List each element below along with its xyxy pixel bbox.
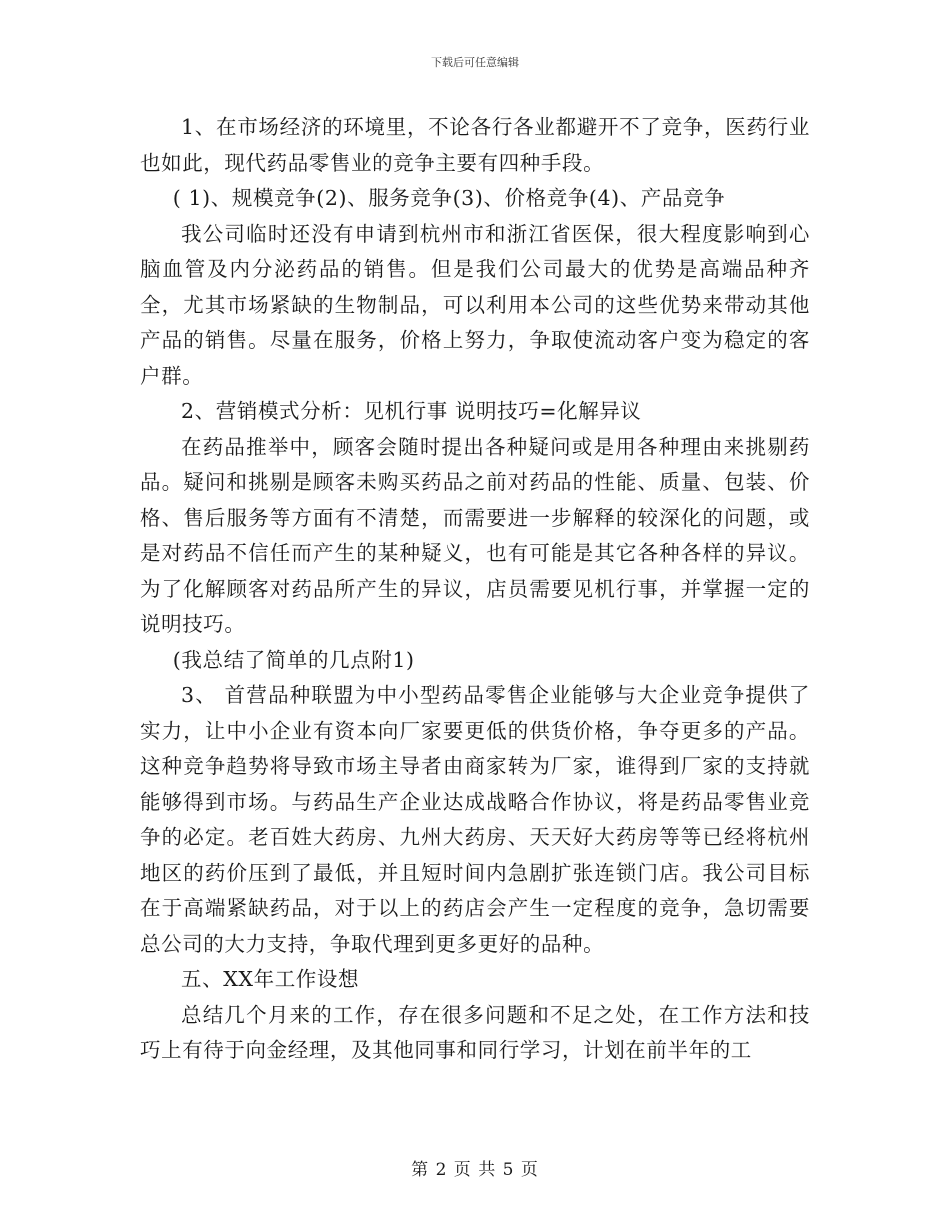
page-number: 第 2 页 共 5 页	[411, 1160, 539, 1180]
paragraph-company-advantage: 我公司临时还没有申请到杭州市和浙江省医保，很大程度影响到心脑血管及内分泌药品的销售。但是我们公司最大的优势是高端品种齐全，尤其市场紧缺的生物制品，可以利用本公司的这些优势来带动其他产品的销售。尽量在服务，价格上努力，争取使流动客户变为稳定的客户群。	[140, 221, 810, 388]
page-header: 下载后可任意编辑	[431, 56, 519, 69]
paragraph-summary-note: (我总结了简单的几点附1)	[172, 647, 415, 672]
page-footer	[0, 1155, 950, 1180]
document-body	[140, 110, 810, 1069]
paragraph-section-heading: 五、XX年工作设想	[181, 967, 360, 991]
paragraph-competition-intro: 1、在市场经济的环境里，不论各行各业都避开不了竞争，医药行业也如此，现代药品零售业的竞争主要有四种手段。	[140, 115, 810, 175]
paragraph-marketing-heading: 2、营销模式分析：见机行事 说明技巧=化解异议	[181, 399, 642, 423]
paragraph-competition-types: ( 1)、规模竞争(2)、服务竞争(3)、价格竞争(4)、产品竞争	[172, 186, 726, 210]
paragraph-work-plan: 总结几个月来的工作，存在很多问题和不足之处，在工作方法和技巧上有待于向金经理，及其他同事和同行学习，计划在前半年的工	[140, 1002, 810, 1062]
paragraph-objection-handling: 在药品推举中，顾客会随时提出各种疑问或是用各种理由来挑剔药品。疑问和挑剔是顾客未购买药品之前对药品的性能、质量、包装、价格、售后服务等方面有不清楚，而需要进一步解释的较深化的问题，或是对药品不信任而产生的某种疑义，也有可能是其它各种各样的异议。为了化解顾客对药品所产生的异议，店员需要见机行事，并掌握一定的说明技巧。	[140, 434, 810, 636]
paragraph-alliance: 3、 首营品种联盟为中小型药品零售企业能够与大企业竞争提供了实力，让中小企业有资本向厂家要更低的供货价格，争夺更多的产品。这种竞争趋势将导致市场主导者由商家转为厂家，谁得到厂家的支持就能够得到市场。与药品生产企业达成战略合作协议，将是药品零售业竞争的必定。老百姓大药房、九州大药房、天天好大药房等等已经将杭州地区的药价压到了最低，并且短时间内急剧扩张连锁门店。我公司目标在于高端紧缺药品，对于以上的药店会产生一定程度的竞争，急切需要总公司的大力支持，争取代理到更多更好的品种。	[140, 683, 810, 956]
